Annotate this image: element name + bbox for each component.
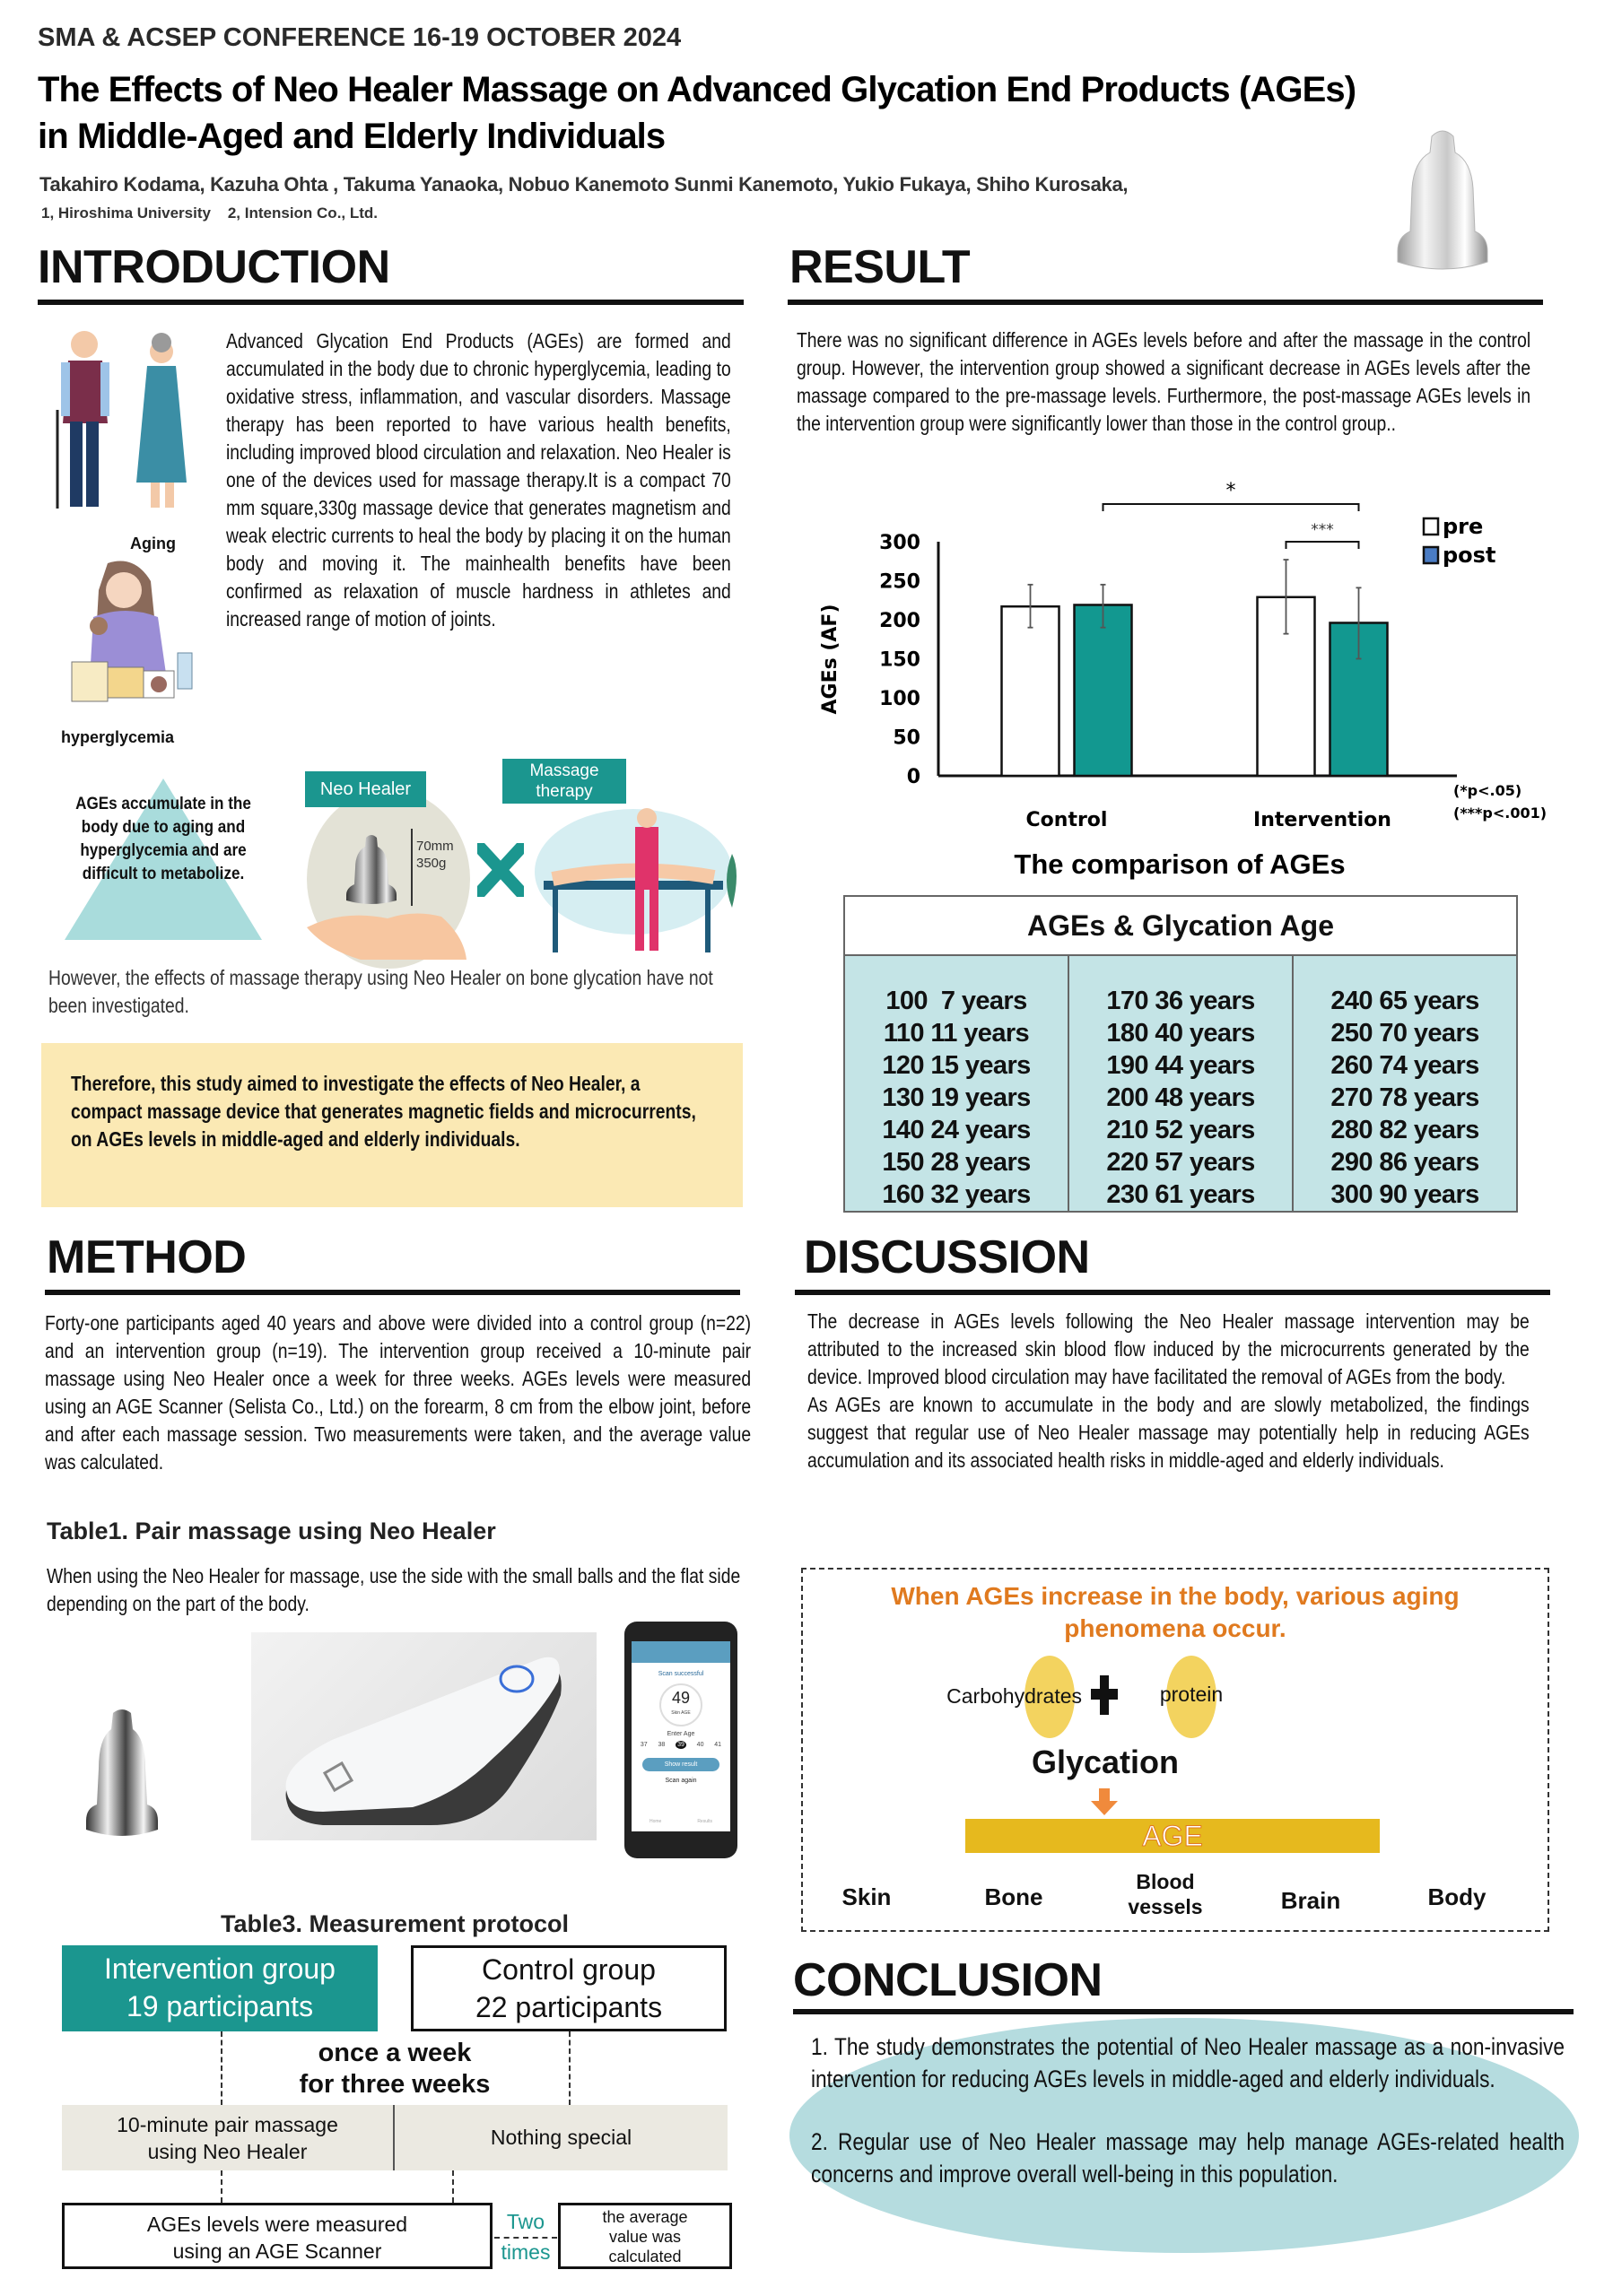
ages-bar-chart (789, 475, 1579, 888)
phone-enter-age: Enter Age (667, 1731, 695, 1737)
table1-title: Table1. Pair massage using Neo Healer (47, 1518, 496, 1544)
conclusion-point-1: 1. The study demonstrates the potential of Neo Healer massage as a non-invasive intervention for reducing AGEs levels in middle-aged and elderly individuals. (811, 2033, 1565, 2092)
method-body: Forty-one participants aged 40 years and above were divided into a control group (n=22) and an intervention group (n=19). The intervention group received a 10-minute pair massage using Neo Healer once a week for three weeks. AGEs levels were measured using an AGE Scanner (Selista Co., Ltd.) on the forearm, 8 cm from the elbow joint, before and after each massage session. Two measurements were taken, and the average value was calculated. (45, 1311, 752, 1474)
ages-table-cell: 100 7 years (885, 987, 1027, 1015)
y-tick-label: 50 (893, 726, 920, 750)
connector-dashed (221, 2170, 222, 2203)
method-divider (45, 1290, 740, 1295)
legend-pre-label: pre (1443, 514, 1484, 539)
footnote-p001: (***p<.001) (1453, 804, 1548, 822)
device-weight: 350g (416, 856, 447, 871)
ages-table-cell: 250 70 years (1330, 1019, 1479, 1048)
y-tick-label: 0 (906, 766, 920, 788)
age-scanner-device-icon (251, 1632, 597, 1840)
target-blood-vessels: Blood vessels (1128, 1870, 1203, 1918)
y-axis-label: AGEs (AF) (819, 604, 841, 715)
frequency-line-2: for three weeks (299, 2070, 491, 2099)
average-line-1: the average (602, 2208, 688, 2226)
ages-table-cell: 210 52 years (1106, 1116, 1255, 1144)
result-body: There was no significant difference in AGEs levels before and after the massage in the control group. However, the intervention group showed a significant decrease in AGEs levels after the massage compared to the pre-massage levels. Furthermore, the post-massage AGEs levels in the intervention group were significantly lower than those in the control group.. (797, 328, 1531, 435)
ages-table-cell: 140 24 years (882, 1116, 1031, 1144)
measurement-line-2: using an AGE Scanner (172, 2239, 382, 2263)
age-scanner-photo (251, 1632, 597, 1840)
discussion-paragraph-1: The decrease in AGEs levels following the Neo Healer massage intervention may be attributed to the increased skin blood flow induced by the microcurrents generated by the device. Improved blood circulation may have facilitated the removal of AGEs from the body. (807, 1309, 1530, 1388)
phone-nav-results[interactable]: Results (697, 1819, 712, 1824)
ages-glycation-table (843, 895, 1518, 1213)
ages-table-cell: 240 65 years (1330, 987, 1479, 1015)
multiply-icon (477, 843, 524, 897)
control-group-count: 22 participants (475, 1991, 663, 2023)
two-times-line-1: Two (506, 2210, 545, 2233)
target-body: Body (1427, 1883, 1487, 1910)
conclusion-point-2: 2. Regular use of Neo Healer massage may help manage AGEs-related health concerns and improve overall well-being in this population. (811, 2128, 1565, 2187)
authors: Takahiro Kodama, Kazuha Ohta , Takuma Yanaoka, Nobuo Kanemoto Sunmi Kanemoto, Yukio Fukaya, Shiho Kurosaka, (39, 173, 1129, 196)
phone-age-option-selected[interactable]: 39 (677, 1742, 684, 1748)
two-times-line-2: times (501, 2240, 551, 2264)
ages-table-cell: 290 86 years (1330, 1148, 1479, 1177)
study-aim-box (41, 1043, 743, 1207)
control-group-box (411, 1945, 727, 2031)
title-line-1: The Effects of Neo Healer Massage on Advanced Glycation End Products (AGEs) (38, 70, 1356, 109)
ages-table-cell: 230 61 years (1106, 1180, 1255, 1209)
conclusion-heading: CONCLUSION (793, 1954, 1103, 2006)
bar-post-control (1075, 604, 1132, 776)
ages-table-cell: 190 44 years (1106, 1051, 1255, 1080)
massage-therapy-illustration (535, 807, 754, 955)
ages-table-cell: 300 90 years (1330, 1180, 1479, 1209)
frequency-line-1: once a week (318, 2039, 472, 2067)
legend-pre-swatch (1424, 518, 1438, 535)
ages-table-cell: 160 32 years (882, 1180, 1031, 1209)
legend-post-swatch (1424, 547, 1438, 563)
connector-dashed (569, 2031, 571, 2105)
plus-icon (1091, 1675, 1118, 1715)
conclusion-body (811, 2031, 1565, 2190)
glycation-label: Glycation (1031, 1744, 1180, 1780)
phone-scan-again-button[interactable]: Scan again (665, 1778, 697, 1784)
y-tick-label: 150 (879, 648, 920, 672)
phone-age-option[interactable]: 41 (714, 1742, 722, 1748)
massage-therapy-tag (502, 759, 626, 804)
phone-score: 49 (671, 1689, 691, 1707)
title-line-2: in Middle-Aged and Elderly Individuals (38, 117, 666, 156)
target-brain: Brain (1280, 1887, 1341, 1914)
discussion-heading: DISCUSSION (804, 1231, 1090, 1283)
x-tick-label: Control (1025, 809, 1108, 831)
intervention-action-line-2: using Neo Healer (147, 2140, 308, 2163)
ages-table-cell: 200 48 years (1106, 1083, 1255, 1112)
target-bone: Bone (984, 1883, 1043, 1910)
ages-table-body (845, 956, 1516, 1211)
control-group-label: Control group (482, 1953, 656, 1986)
discussion-divider (795, 1290, 1550, 1295)
target-skin: Skin (841, 1883, 892, 1910)
ages-table-cell: 170 36 years (1106, 987, 1255, 1015)
ages-table-cell: 110 11 years (883, 1019, 1030, 1048)
ages-table-column (845, 956, 1069, 1211)
conference-label: SMA & ACSEP CONFERENCE 16-19 OCTOBER 2024 (38, 23, 682, 52)
glycation-headline: When AGEs increase in the body, various aging phenomena occur. (891, 1582, 1460, 1642)
ages-table-cell: 120 15 years (882, 1051, 1031, 1080)
phone-age-option[interactable]: 37 (640, 1742, 648, 1748)
two-times-label (495, 2206, 556, 2267)
triangle-caption: AGEs accumulate in the body due to aging and hyperglycemia and are difficult to metabolize. (75, 795, 251, 883)
intervention-group-count: 19 participants (126, 1990, 314, 2022)
frequency-label (260, 2038, 529, 2100)
study-aim-text: Therefore, this study aimed to investigate the effects of Neo Healer, a compact massage device that generates magnetic fields and microcurrents, on AGEs levels in middle-aged and elderly individuals. (71, 1072, 696, 1151)
measurement-box (62, 2203, 493, 2269)
intervention-action-line-1: 10-minute pair massage (117, 2113, 338, 2136)
result-divider (788, 300, 1543, 305)
age-bar-label: AGE (1142, 1820, 1203, 1852)
hand-illustration (307, 904, 468, 960)
hyperglycemia-label: hyperglycemia (61, 728, 175, 746)
ages-table-cell: 130 19 years (882, 1083, 1031, 1112)
phone-scan-status: Scan successful (658, 1671, 704, 1677)
neo-healer-device-image (1389, 126, 1496, 278)
phone-score-sub: Skin AGE (671, 1710, 691, 1716)
neo-healer-tag: Neo Healer (305, 771, 426, 807)
conclusion-divider (793, 2009, 1574, 2014)
legend-post-label: post (1443, 543, 1496, 568)
method-heading: METHOD (47, 1231, 247, 1283)
carbohydrates-label: Carbohydrates (946, 1684, 1082, 1708)
average-line-2: value was (608, 2228, 682, 2246)
average-line-3: calculated (608, 2248, 682, 2266)
elderly-couple-illustration (50, 325, 212, 517)
y-tick-label: 300 (879, 532, 920, 554)
phone-bottom-nav (632, 1818, 730, 1826)
hyperglycemia-illustration (54, 554, 206, 709)
measurement-line-1: AGEs levels were measured (146, 2213, 408, 2236)
control-action: Nothing special (490, 2126, 632, 2149)
table3-title: Table3. Measurement protocol (220, 1910, 570, 1937)
significance-bracket-intervention (1286, 542, 1359, 549)
intervention-group-label: Intervention group (104, 1952, 336, 1985)
ages-table-cell: 270 78 years (1330, 1083, 1479, 1112)
ages-table-title: AGEs & Glycation Age (845, 897, 1516, 956)
phone-screen (632, 1641, 730, 1831)
neo-healer-photo (86, 1706, 158, 1839)
device-dimension-line (411, 829, 413, 906)
ages-table-column (1069, 956, 1294, 1211)
result-heading: RESULT (789, 241, 971, 293)
phone-age-picker (635, 1741, 727, 1749)
intervention-group-box (62, 1945, 378, 2031)
discussion-paragraph-2: As AGEs are known to accumulate in the body and are slowly metabolized, the findings suggest that regular use of Neo Healer massage may potentially help in reducing AGEs accumulation and its associated health risks in middle-aged and elderly individuals. (807, 1393, 1530, 1472)
ages-table-cell: 260 74 years (1330, 1051, 1479, 1080)
average-box (558, 2203, 732, 2269)
introduction-divider (38, 300, 744, 305)
ages-table-cell: 280 82 years (1330, 1116, 1479, 1144)
poster-title (38, 66, 1356, 160)
connector-dashed (221, 2031, 222, 2105)
phone-score-ring (659, 1683, 702, 1726)
aging-label: Aging (130, 535, 176, 552)
table1-text: When using the Neo Healer for massage, use the side with the small balls and the flat side depending on the part of the body. (47, 1564, 741, 1615)
affiliations: 1, Hiroshima University 2, Intension Co., Ltd. (41, 204, 379, 222)
connector-dashed (452, 2170, 454, 2203)
research-gap-text: However, the effects of massage therapy using Neo Healer on bone glycation have not been investigated. (48, 966, 713, 1017)
bar-pre-control (1002, 606, 1059, 776)
phone-age-option[interactable]: 38 (658, 1742, 666, 1748)
phone-show-result-button[interactable]: Show result (642, 1758, 719, 1771)
massage-therapy-tag-text: Massage therapy (529, 761, 599, 801)
phone-mockup (624, 1622, 737, 1858)
ages-table-column (1294, 956, 1516, 1211)
device-size: 70mm (416, 839, 454, 854)
intervention-action (62, 2105, 395, 2170)
x-tick-label: Intervention (1253, 809, 1391, 831)
y-tick-label: 100 (879, 688, 920, 710)
phone-topbar (632, 1641, 730, 1663)
protocol-action-row (62, 2105, 728, 2170)
significance-bracket-between-groups (1103, 504, 1359, 511)
chart-title: The comparison of AGEs (1014, 848, 1346, 880)
phone-age-option[interactable]: 40 (696, 1742, 704, 1748)
y-tick-label: 250 (879, 570, 920, 594)
device-size-label (416, 838, 454, 872)
footnote-p05: (*p<.05) (1453, 782, 1522, 799)
protein-label: protein (1159, 1683, 1224, 1706)
significance-star: * (1225, 480, 1236, 502)
introduction-heading: INTRODUCTION (38, 241, 390, 293)
y-tick-label: 200 (879, 610, 920, 632)
arrow-down-icon (1091, 1788, 1118, 1815)
age-bar (965, 1819, 1380, 1853)
neo-healer-bell-icon (344, 832, 398, 904)
ages-table-cell: 180 40 years (1106, 1019, 1255, 1048)
ages-table-cell: 220 57 years (1106, 1148, 1255, 1177)
significance-stars: *** (1311, 521, 1334, 539)
introduction-body: Advanced Glycation End Products (AGEs) are formed and accumulated in the body due to chronic hyperglycemia, leading to oxidative stress, inflammation, and vascular disorders. Massage therapy has been reported to have various health benefits, including improved blood circulation and relaxation. Neo Healer is one of the devices used for massage therapy.It is a compact 70 mm square,330g massage device that generates magnetism and weak electric currents to heal the body by placing it on the human body and moving it. The mainhealth benefits have been confirmed as relaxation of muscle hardness in athletes and increased range of motion of joints. (226, 329, 731, 631)
ages-table-cell: 150 28 years (882, 1148, 1031, 1177)
discussion-body (807, 1308, 1530, 1474)
phone-nav-home[interactable]: Home (649, 1819, 662, 1824)
